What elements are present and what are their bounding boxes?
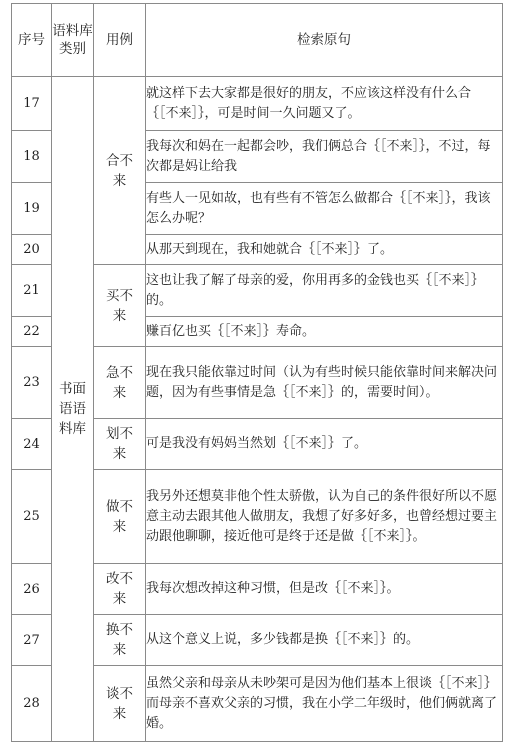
- sentence-cell: 我每次想改掉这种习惯，但是改｛［不来］｝。: [146, 564, 503, 615]
- sentence-cell: 就这样下去大家都是很好的朋友，不应该这样没有什么合｛［不来］｝，可是时间一久问题又了。: [146, 77, 503, 131]
- usage-cell: 换不来: [94, 615, 146, 666]
- sentence-cell: 这也让我了解了母亲的爱，你用再多的金钱也买｛［不来］｝的。: [146, 265, 503, 317]
- sentence-cell: 我另外还想莫非他个性太骄傲，认为自己的条件很好所以不愿意主动去跟其他人做朋友，我想了好多好多，也曾经想过要主动跟他聊聊，接近他可是终于还是做｛［不来］｝。: [146, 470, 503, 564]
- usage-cell: 急不来: [94, 347, 146, 419]
- table-row: [12, 77, 503, 131]
- row-number: 28: [12, 666, 52, 742]
- corpus-table: [11, 3, 503, 742]
- row-number: 27: [12, 615, 52, 666]
- row-number: 17: [12, 77, 52, 131]
- table-header-row: [12, 4, 503, 77]
- sentence-cell: 可是我没有妈妈当然划｛［不来］｝了。: [146, 419, 503, 470]
- sentence-cell: 现在我只能依靠过时间（认为有些时候只能依靠时间来解决问题，因为有些事情是急｛［不来］｝的，需要时间）。: [146, 347, 503, 419]
- row-number: 22: [12, 317, 52, 347]
- row-number: 26: [12, 564, 52, 615]
- sentence-cell: 我每次和妈在一起都会吵，我们俩总合｛［不来］｝，不过，每次都是妈让给我: [146, 131, 503, 183]
- sentence-cell: 从那天到现在，我和她就合｛［不来］｝了。: [146, 235, 503, 265]
- row-number: 19: [12, 183, 52, 235]
- sentence-cell: 赚百亿也买｛［不来］｝寿命。: [146, 317, 503, 347]
- sentence-cell: 从这个意义上说，多少钱都是换｛［不来］｝的。: [146, 615, 503, 666]
- usage-cell: 改不来: [94, 564, 146, 615]
- sentence-cell: 有些人一见如故，也有些有不管怎么做都合｛［不来］｝，我该怎么办呢？: [146, 183, 503, 235]
- row-number: 18: [12, 131, 52, 183]
- row-number: 20: [12, 235, 52, 265]
- header-corpus-category: 语料库类别: [52, 4, 94, 77]
- sentence-cell: 虽然父亲和母亲从未吵架可是因为他们基本上很谈｛［不来］｝而母亲不喜欢父亲的习惯，我在小学二年级时，他们俩就离了婚。: [146, 666, 503, 742]
- usage-cell: 划不来: [94, 419, 146, 470]
- usage-cell: 买不来: [94, 265, 146, 347]
- row-number: 25: [12, 470, 52, 564]
- row-number: 21: [12, 265, 52, 317]
- header-usage: 用例: [94, 4, 146, 77]
- row-number: 23: [12, 347, 52, 419]
- usage-cell: 做不来: [94, 470, 146, 564]
- usage-cell: 谈不来: [94, 666, 146, 742]
- header-original-sentence: 检索原句: [146, 4, 503, 77]
- corpus-category-cell: 书面语语料库: [52, 77, 94, 742]
- row-number: 24: [12, 419, 52, 470]
- usage-cell: 合不来: [94, 77, 146, 265]
- header-index: 序号: [12, 4, 52, 77]
